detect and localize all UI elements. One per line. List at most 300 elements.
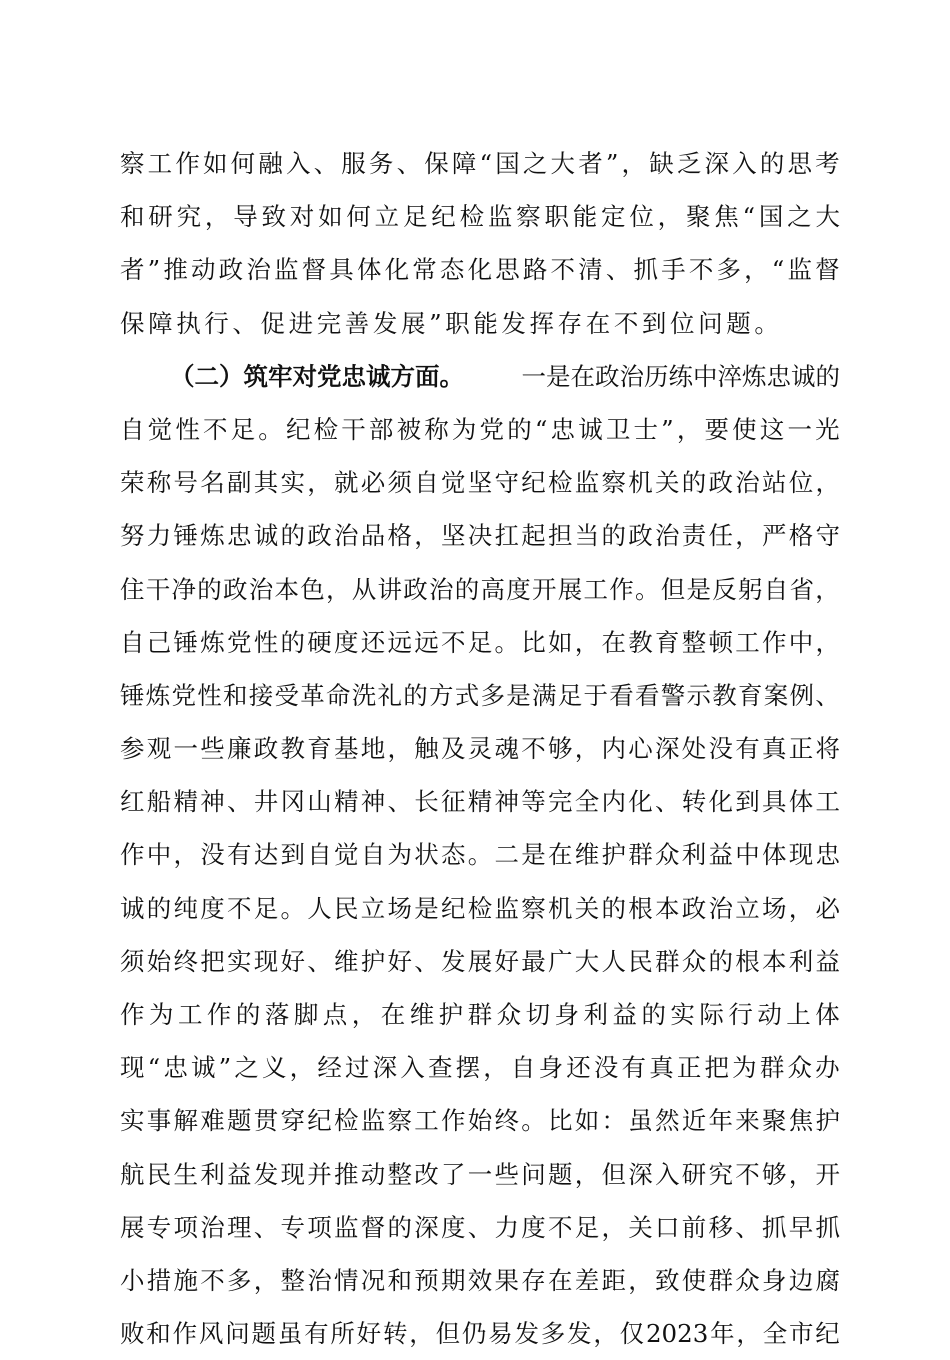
glyph: “ xyxy=(742,202,756,232)
glyph: 焦 xyxy=(714,202,739,232)
glyph: 措 xyxy=(146,1265,172,1295)
glyph: 红 xyxy=(120,787,145,817)
glyph: ” xyxy=(147,255,161,285)
glyph: 政 xyxy=(253,734,279,764)
text-line xyxy=(120,456,840,509)
glyph: 命 xyxy=(326,680,351,710)
glyph: 正 xyxy=(676,1053,702,1083)
glyph: 够 xyxy=(548,734,573,764)
glyph: ” xyxy=(605,149,619,178)
glyph: 实 xyxy=(280,468,305,498)
glyph: 等 xyxy=(521,787,546,817)
glyph: 部 xyxy=(368,414,394,444)
glyph: 众 xyxy=(681,946,707,976)
glyph: 例 xyxy=(789,680,814,710)
glyph: 但 xyxy=(435,1319,461,1349)
glyph: ， xyxy=(736,1319,761,1349)
glyph: 诚 xyxy=(191,1053,216,1083)
glyph: 监 xyxy=(487,202,513,232)
glyph: 动 xyxy=(757,1000,782,1029)
glyph: 其 xyxy=(253,468,279,498)
glyph: 融 xyxy=(258,149,283,178)
glyph: 作 xyxy=(120,840,145,870)
glyph: 、 xyxy=(227,787,252,817)
glyph: 近 xyxy=(681,1106,707,1136)
glyph: 纪 xyxy=(521,468,546,498)
glyph: 高 xyxy=(480,574,505,604)
glyph: 要 xyxy=(704,414,729,444)
glyph: 站 xyxy=(762,468,787,498)
glyph: 察 xyxy=(120,149,145,178)
glyph: 作 xyxy=(441,1106,466,1136)
glyph: 受 xyxy=(274,680,299,710)
glyph: 抓 xyxy=(633,255,658,285)
glyph: 民 xyxy=(334,893,359,923)
glyph: ， xyxy=(628,1265,653,1295)
glyph: ， xyxy=(815,468,840,498)
glyph: 这 xyxy=(759,414,785,444)
glyph: 场 xyxy=(387,893,412,923)
text-line xyxy=(120,616,840,669)
glyph: 触 xyxy=(414,734,439,764)
glyph: 入 xyxy=(400,1053,425,1083)
text-line xyxy=(120,828,840,881)
glyph: 利 xyxy=(788,946,814,976)
glyph: 的 xyxy=(146,893,172,923)
glyph: 情 xyxy=(334,1265,359,1295)
glyph: 保 xyxy=(424,149,449,178)
glyph: 的 xyxy=(601,893,626,923)
glyph: 体 xyxy=(762,840,787,870)
glyph: 治 xyxy=(307,1265,332,1295)
glyph: 身 xyxy=(538,1053,564,1083)
glyph: 一 xyxy=(467,1159,493,1189)
glyph: 清 xyxy=(578,255,603,285)
glyph: 全 xyxy=(762,1319,788,1349)
text-line xyxy=(120,1094,840,1147)
glyph: 中 xyxy=(735,840,760,870)
glyph: 坚 xyxy=(441,521,466,551)
glyph: 所 xyxy=(330,1319,355,1349)
glyph: 觉 xyxy=(441,468,466,498)
glyph: 礼 xyxy=(377,680,402,710)
glyph: 市 xyxy=(788,1319,814,1349)
glyph: ， xyxy=(574,1159,600,1189)
glyph: 足 xyxy=(402,202,428,232)
glyph: 者 xyxy=(120,255,145,285)
glyph: 深 xyxy=(655,734,680,764)
glyph: 锤 xyxy=(173,627,198,657)
glyph: 虽 xyxy=(277,1319,303,1349)
glyph: 精 xyxy=(173,787,198,817)
glyph: 然 xyxy=(655,1106,680,1136)
glyph: 之 xyxy=(234,1053,259,1083)
glyph: 入 xyxy=(655,1159,680,1189)
glyph: 副 xyxy=(227,468,252,498)
glyph: ， xyxy=(574,627,600,657)
glyph: 。 xyxy=(635,574,660,604)
glyph: ” xyxy=(661,414,674,444)
text-line xyxy=(120,882,840,935)
glyph: 全 xyxy=(574,787,600,817)
glyph: ， xyxy=(483,1053,508,1083)
glyph: 年 xyxy=(708,1106,733,1136)
glyph: 点 xyxy=(322,1000,348,1029)
glyph: 有 xyxy=(621,1053,647,1083)
glyph: 及 xyxy=(441,734,466,764)
glyph: 人 xyxy=(601,946,626,976)
glyph: 作 xyxy=(762,627,787,657)
glyph: 整 xyxy=(681,627,707,657)
glyph: 干 xyxy=(145,574,171,604)
glyph: 差 xyxy=(574,1265,600,1295)
text-line xyxy=(120,669,840,722)
glyph: 查 xyxy=(427,1053,453,1083)
glyph: 现 xyxy=(120,1053,145,1083)
glyph: 真 xyxy=(762,734,787,764)
glyph: 的 xyxy=(641,1000,666,1029)
glyph: 政 xyxy=(218,255,244,285)
glyph: 觉 xyxy=(334,840,359,870)
glyph: ： xyxy=(601,1106,626,1136)
glyph: 名 xyxy=(200,468,225,498)
glyph: ， xyxy=(574,734,600,764)
glyph: 品 xyxy=(360,521,386,551)
glyph: ， xyxy=(326,574,351,604)
glyph: 的 xyxy=(507,414,532,444)
glyph: 的 xyxy=(601,521,626,551)
glyph: 项 xyxy=(173,1212,198,1242)
glyph: 、 xyxy=(387,787,412,817)
glyph: 态 xyxy=(439,255,465,285)
glyph: 须 xyxy=(120,946,145,976)
glyph: 到 xyxy=(280,840,305,870)
glyph: 致 xyxy=(261,202,286,232)
glyph: 易 xyxy=(488,1319,513,1349)
glyph: 化 xyxy=(708,787,733,817)
glyph: 群 xyxy=(759,1053,785,1083)
glyph: 现 xyxy=(788,840,814,870)
glyph: 、 xyxy=(815,680,840,710)
glyph: 入 xyxy=(285,149,311,178)
glyph: 、 xyxy=(467,1212,493,1242)
glyph: 发 xyxy=(514,1319,539,1349)
glyph: ， xyxy=(204,202,230,232)
glyph: ， xyxy=(307,468,332,498)
glyph: 并 xyxy=(307,1159,332,1189)
glyph: 存 xyxy=(521,1265,546,1295)
glyph: 化 xyxy=(628,787,653,817)
glyph: 维 xyxy=(574,840,600,870)
glyph: 效 xyxy=(467,1265,493,1295)
glyph: 维 xyxy=(334,946,359,976)
glyph: 还 xyxy=(566,1053,591,1083)
glyph: 维 xyxy=(409,1000,435,1029)
glyph: 致 xyxy=(655,1265,680,1295)
glyph: 当 xyxy=(574,521,600,551)
glyph: 满 xyxy=(532,680,557,710)
glyph: 众 xyxy=(735,1265,760,1295)
glyph: 锤 xyxy=(173,521,198,551)
glyph: 守 xyxy=(815,521,840,551)
glyph: 严 xyxy=(762,521,787,551)
glyph: 专 xyxy=(280,1212,305,1242)
glyph: 察 xyxy=(601,468,626,498)
glyph: 何 xyxy=(230,149,256,178)
glyph: 关 xyxy=(574,893,600,923)
glyph: 际 xyxy=(699,1000,724,1029)
glyph: 和 xyxy=(120,202,145,232)
glyph: 护 xyxy=(815,1106,840,1136)
glyph: 些 xyxy=(200,734,225,764)
glyph: 革 xyxy=(300,680,325,710)
glyph: 将 xyxy=(815,734,840,764)
glyph: ， xyxy=(253,1265,279,1295)
glyph: 化 xyxy=(384,255,410,285)
glyph: ， xyxy=(744,255,769,285)
glyph: 地 xyxy=(360,734,386,764)
glyph: 根 xyxy=(735,946,760,976)
glyph: 不 xyxy=(202,414,228,444)
glyph: 作 xyxy=(120,1000,145,1029)
glyph: 、 xyxy=(253,1212,279,1242)
glyph: 对 xyxy=(289,202,315,232)
glyph: 工 xyxy=(583,574,608,604)
glyph: 式 xyxy=(454,680,480,710)
glyph: 担 xyxy=(548,521,573,551)
glyph: 经 xyxy=(317,1053,342,1083)
glyph: 义 xyxy=(262,1053,287,1083)
glyph: 整 xyxy=(387,1159,412,1189)
glyph: 理 xyxy=(227,1212,252,1242)
glyph: 工 xyxy=(177,1000,203,1029)
glyph: 思 xyxy=(787,149,812,178)
glyph: 脚 xyxy=(293,1000,319,1029)
glyph: 益 xyxy=(612,1000,637,1029)
glyph: 改 xyxy=(414,1159,439,1189)
glyph: 立 xyxy=(735,893,760,923)
glyph: 不 xyxy=(200,1265,225,1295)
glyph: 责 xyxy=(681,521,707,551)
glyph: 格 xyxy=(788,521,814,551)
glyph: 洗 xyxy=(351,680,377,710)
glyph: 但 xyxy=(660,574,686,604)
glyph: 切 xyxy=(525,1000,551,1029)
text-line xyxy=(120,1307,840,1360)
glyph: 讲 xyxy=(377,574,402,604)
glyph: 整 xyxy=(280,1265,305,1295)
glyph: 作 xyxy=(172,1319,198,1349)
glyph: ， xyxy=(409,1319,434,1349)
glyph: ， xyxy=(414,521,439,551)
glyph: 努 xyxy=(120,521,145,551)
glyph: 究 xyxy=(176,202,202,232)
glyph: 为 xyxy=(732,1053,757,1083)
glyph: 神 xyxy=(494,787,519,817)
glyph: 长 xyxy=(414,787,439,817)
glyph: 思 xyxy=(495,255,520,285)
glyph: 的 xyxy=(387,1212,412,1242)
glyph: 题 xyxy=(251,1319,276,1349)
glyph: 状 xyxy=(414,840,439,870)
glyph: 利 xyxy=(681,840,707,870)
glyph: 好 xyxy=(494,946,519,976)
glyph: 况 xyxy=(360,1265,386,1295)
glyph: 化 xyxy=(467,255,493,285)
glyph: 到 xyxy=(735,787,760,817)
glyph: 群 xyxy=(628,840,653,870)
glyph: 贯 xyxy=(253,1106,279,1136)
glyph: 必 xyxy=(360,468,386,498)
glyph: 炼 xyxy=(200,627,225,657)
glyph: 坚 xyxy=(467,468,493,498)
glyph: 多 xyxy=(540,1319,566,1349)
glyph: 干 xyxy=(341,414,366,444)
glyph: 是 xyxy=(686,574,711,604)
glyph: 航 xyxy=(120,1159,145,1189)
glyph: 够 xyxy=(762,1159,787,1189)
glyph: ， xyxy=(676,414,702,444)
glyph: 群 xyxy=(708,1265,733,1295)
glyph: 如 xyxy=(202,149,228,178)
glyph: 务 xyxy=(368,149,394,178)
glyph: 行 xyxy=(728,1000,753,1029)
glyph: 期 xyxy=(441,1265,466,1295)
glyph: 一 xyxy=(787,414,812,444)
glyph: 正 xyxy=(788,734,814,764)
glyph: 内 xyxy=(601,787,626,817)
glyph: 预 xyxy=(414,1265,439,1295)
glyph: 真 xyxy=(649,1053,674,1083)
glyph: 实 xyxy=(670,1000,695,1029)
glyph: 远 xyxy=(414,627,439,657)
glyph: 和 xyxy=(146,1319,171,1349)
glyph: 发 xyxy=(567,1319,592,1349)
glyph: 忠 xyxy=(163,1053,188,1083)
glyph: 度 xyxy=(506,574,531,604)
glyph: 前 xyxy=(681,1212,707,1242)
glyph: 基 xyxy=(334,734,359,764)
glyph: 作 xyxy=(206,1000,232,1029)
glyph: 督 xyxy=(301,255,327,285)
glyph: 守 xyxy=(494,468,519,498)
glyph: 检 xyxy=(334,1106,359,1136)
glyph: 民 xyxy=(628,946,653,976)
glyph: 职 xyxy=(544,202,569,232)
glyph: 终 xyxy=(494,1106,519,1136)
glyph: 神 xyxy=(360,787,386,817)
glyph: 解 xyxy=(173,1106,198,1136)
glyph: 治 xyxy=(246,255,271,285)
glyph: 虽 xyxy=(628,1106,653,1136)
text-line xyxy=(120,988,840,1041)
glyph: 治 xyxy=(248,574,274,604)
glyph: 展 xyxy=(120,1212,145,1242)
glyph: 育 xyxy=(655,627,680,657)
glyph: 不 xyxy=(550,255,576,285)
glyph: 、 xyxy=(313,149,339,178)
glyph: 心 xyxy=(628,734,653,764)
glyph: 、 xyxy=(655,787,680,817)
glyph: 住 xyxy=(120,574,145,604)
text-line-content: 保障执行、促进完善发展”职能发挥存在不到位问题。 xyxy=(120,308,783,338)
glyph: 定 xyxy=(601,202,626,232)
glyph: 为 xyxy=(451,414,477,444)
glyph: 之 xyxy=(522,149,548,178)
glyph: 现 xyxy=(253,946,279,976)
glyph: 败 xyxy=(120,1319,145,1349)
glyph: 是 xyxy=(414,893,439,923)
text-line xyxy=(120,297,840,350)
glyph: 为 xyxy=(148,1000,174,1029)
glyph: 察 xyxy=(516,202,541,232)
glyph: 小 xyxy=(120,1265,145,1295)
glyph: 利 xyxy=(200,1159,225,1189)
glyph: 治 xyxy=(655,521,680,551)
glyph: 多 xyxy=(716,255,741,285)
glyph: 不 xyxy=(688,255,714,285)
glyph: 作 xyxy=(175,149,200,178)
glyph: 纪 xyxy=(285,414,311,444)
glyph: 政 xyxy=(681,893,707,923)
glyph: 把 xyxy=(200,946,225,976)
glyph: 国 xyxy=(758,202,784,232)
glyph: 始 xyxy=(146,946,172,976)
glyph: 完 xyxy=(548,787,573,817)
glyph: 检 xyxy=(548,468,573,498)
glyph: 督 xyxy=(815,255,840,285)
glyph: 人 xyxy=(307,893,332,923)
glyph: 关 xyxy=(628,1212,653,1242)
glyph: 边 xyxy=(788,1265,814,1295)
glyph: 工 xyxy=(735,627,760,657)
glyph: 研 xyxy=(148,202,173,232)
glyph: 穿 xyxy=(280,1106,305,1136)
glyph: ， xyxy=(621,149,647,178)
glyph: 了 xyxy=(441,1159,466,1189)
glyph: 政 xyxy=(223,574,248,604)
glyph: 实 xyxy=(120,1106,145,1136)
glyph: 护 xyxy=(360,946,386,976)
glyph: 在 xyxy=(548,1265,573,1295)
glyph: 体 xyxy=(356,255,382,285)
glyph: 如 xyxy=(574,1106,600,1136)
glyph: 自 xyxy=(510,1053,536,1083)
glyph: 荣 xyxy=(120,468,145,498)
glyph: 政 xyxy=(708,468,733,498)
glyph: 之 xyxy=(787,202,812,232)
text-line xyxy=(120,563,840,616)
glyph: 案 xyxy=(763,680,789,710)
glyph: 项 xyxy=(307,1212,332,1242)
glyph: 场 xyxy=(762,893,787,923)
glyph: 船 xyxy=(146,787,172,817)
glyph: 终 xyxy=(173,946,198,976)
glyph: 育 xyxy=(307,734,332,764)
glyph: 治 xyxy=(429,574,454,604)
glyph: 中 xyxy=(788,627,814,657)
text-line xyxy=(120,403,840,456)
glyph: 卫 xyxy=(605,414,631,444)
glyph: 一 xyxy=(173,734,198,764)
glyph: 手 xyxy=(661,255,686,285)
glyph: 问 xyxy=(521,1159,546,1189)
glyph: 没 xyxy=(200,840,225,870)
glyph: 现 xyxy=(280,1159,305,1189)
text-line xyxy=(120,1041,840,1094)
glyph: 检 xyxy=(313,414,339,444)
glyph: 足 xyxy=(467,627,493,657)
